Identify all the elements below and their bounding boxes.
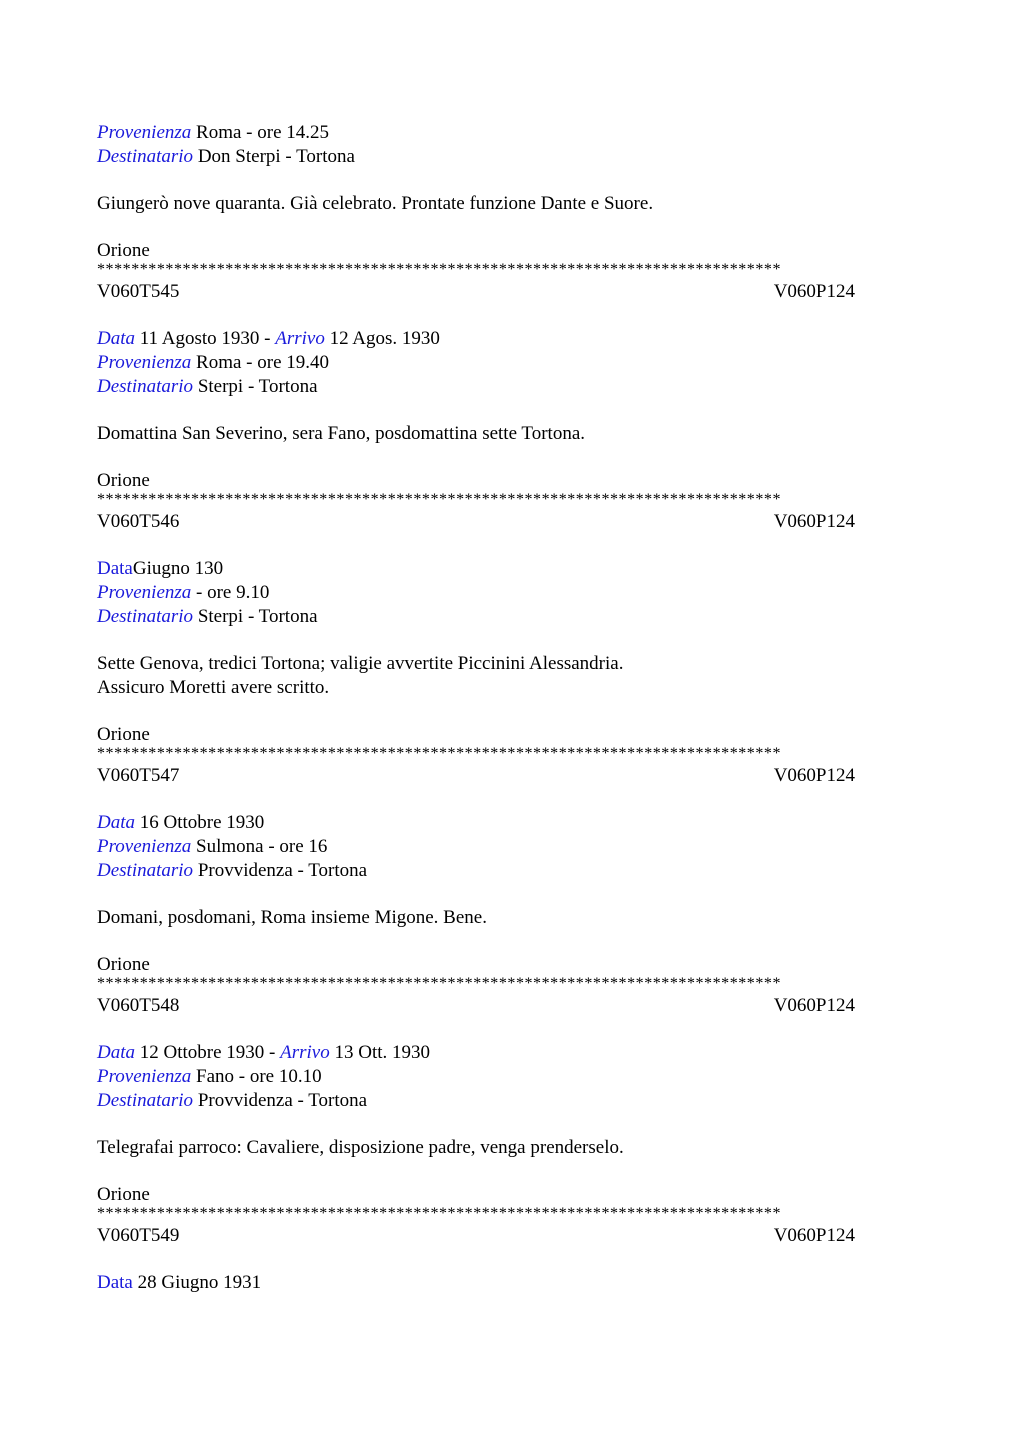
destinatario-value: Sterpi - Tortona [193, 376, 318, 397]
data-value: 12 Ottobre 1930 - [135, 1042, 281, 1063]
provenienza-line [97, 351, 923, 375]
record-id: V060T549 [97, 1225, 180, 1246]
provenienza-label: Provenienza [97, 582, 192, 603]
record-id-row [97, 280, 855, 304]
data-label: Data [97, 812, 135, 833]
destinatario-label: Destinatario [97, 606, 194, 627]
arrivo-label: Arrivo [275, 328, 325, 349]
data-line [97, 1271, 923, 1295]
destinatario-value: Don Sterpi - Tortona [193, 146, 355, 167]
message-body: Sette Genova, tredici Tortona; valigie avvertite Piccinini Alessandria. [97, 653, 624, 674]
arrivo-value: 12 Agos. 1930 [324, 328, 440, 349]
page-ref: V060P124 [773, 511, 855, 532]
destinatario-line [97, 1089, 923, 1113]
provenienza-line [97, 835, 923, 859]
data-line [97, 557, 923, 581]
signature: Orione [97, 240, 150, 261]
page-ref: V060P124 [773, 765, 855, 786]
data-value: 28 Giugno 1931 [132, 1272, 262, 1293]
destinatario-line [97, 145, 923, 169]
signature: Orione [97, 724, 150, 745]
provenienza-label: Provenienza [97, 836, 192, 857]
provenienza-line [97, 121, 923, 145]
provenienza-label: Provenienza [97, 352, 192, 373]
data-value: 16 Ottobre 1930 [135, 812, 265, 833]
provenienza-value: Roma - ore 19.40 [191, 352, 330, 373]
separator-stars: ******************************************************************************** [97, 747, 781, 761]
provenienza-line [97, 581, 923, 605]
signature: Orione [97, 1184, 150, 1205]
provenienza-label: Provenienza [97, 122, 192, 143]
destinatario-line [97, 605, 923, 629]
separator-stars: ******************************************************************************** [97, 263, 781, 277]
record-id-row [97, 1224, 855, 1248]
provenienza-value: Sulmona - ore 16 [191, 836, 328, 857]
data-label: Data [97, 558, 133, 579]
document-page [97, 121, 923, 1295]
destinatario-value: Provvidenza - Tortona [193, 860, 368, 881]
separator-stars: ******************************************************************************** [97, 977, 781, 991]
record-id: V060T548 [97, 995, 180, 1016]
message-body: Domattina San Severino, sera Fano, posdomattina sette Tortona. [97, 423, 585, 444]
separator-stars: ******************************************************************************** [97, 493, 781, 507]
record-id-row [97, 764, 855, 788]
signature: Orione [97, 954, 150, 975]
provenienza-value: - ore 9.10 [191, 582, 270, 603]
signature: Orione [97, 470, 150, 491]
destinatario-label: Destinatario [97, 376, 194, 397]
provenienza-label: Provenienza [97, 1066, 192, 1087]
arrivo-value: 13 Ott. 1930 [329, 1042, 431, 1063]
destinatario-value: Sterpi - Tortona [193, 606, 318, 627]
data-line [97, 327, 923, 351]
destinatario-label: Destinatario [97, 860, 194, 881]
page-ref: V060P124 [773, 1225, 855, 1246]
data-label: Data [97, 1272, 133, 1293]
arrivo-label: Arrivo [280, 1042, 330, 1063]
data-line [97, 1041, 923, 1065]
message-body: Giungerò nove quaranta. Già celebrato. Prontate funzione Dante e Suore. [97, 193, 654, 214]
message-body: Telegrafai parroco: Cavaliere, disposizione padre, venga prenderselo. [97, 1137, 624, 1158]
record-id: V060T547 [97, 765, 180, 786]
message-body: Assicuro Moretti avere scritto. [97, 677, 330, 698]
destinatario-value: Provvidenza - Tortona [193, 1090, 368, 1111]
message-body: Domani, posdomani, Roma insieme Migone. Bene. [97, 907, 487, 928]
record-id: V060T545 [97, 281, 180, 302]
destinatario-line [97, 375, 923, 399]
data-label: Data [97, 1042, 135, 1063]
data-label: Data [97, 328, 135, 349]
provenienza-line [97, 1065, 923, 1089]
record-id-row [97, 510, 855, 534]
destinatario-line [97, 859, 923, 883]
separator-stars: ******************************************************************************** [97, 1207, 781, 1221]
data-value: Giugno 130 [132, 558, 224, 579]
record-id-row [97, 994, 855, 1018]
destinatario-label: Destinatario [97, 146, 194, 167]
destinatario-label: Destinatario [97, 1090, 194, 1111]
page-ref: V060P124 [773, 281, 855, 302]
data-value: 11 Agosto 1930 - [135, 328, 276, 349]
data-line [97, 811, 923, 835]
provenienza-value: Roma - ore 14.25 [191, 122, 330, 143]
record-id: V060T546 [97, 511, 180, 532]
provenienza-value: Fano - ore 10.10 [191, 1066, 322, 1087]
page-ref: V060P124 [773, 995, 855, 1016]
